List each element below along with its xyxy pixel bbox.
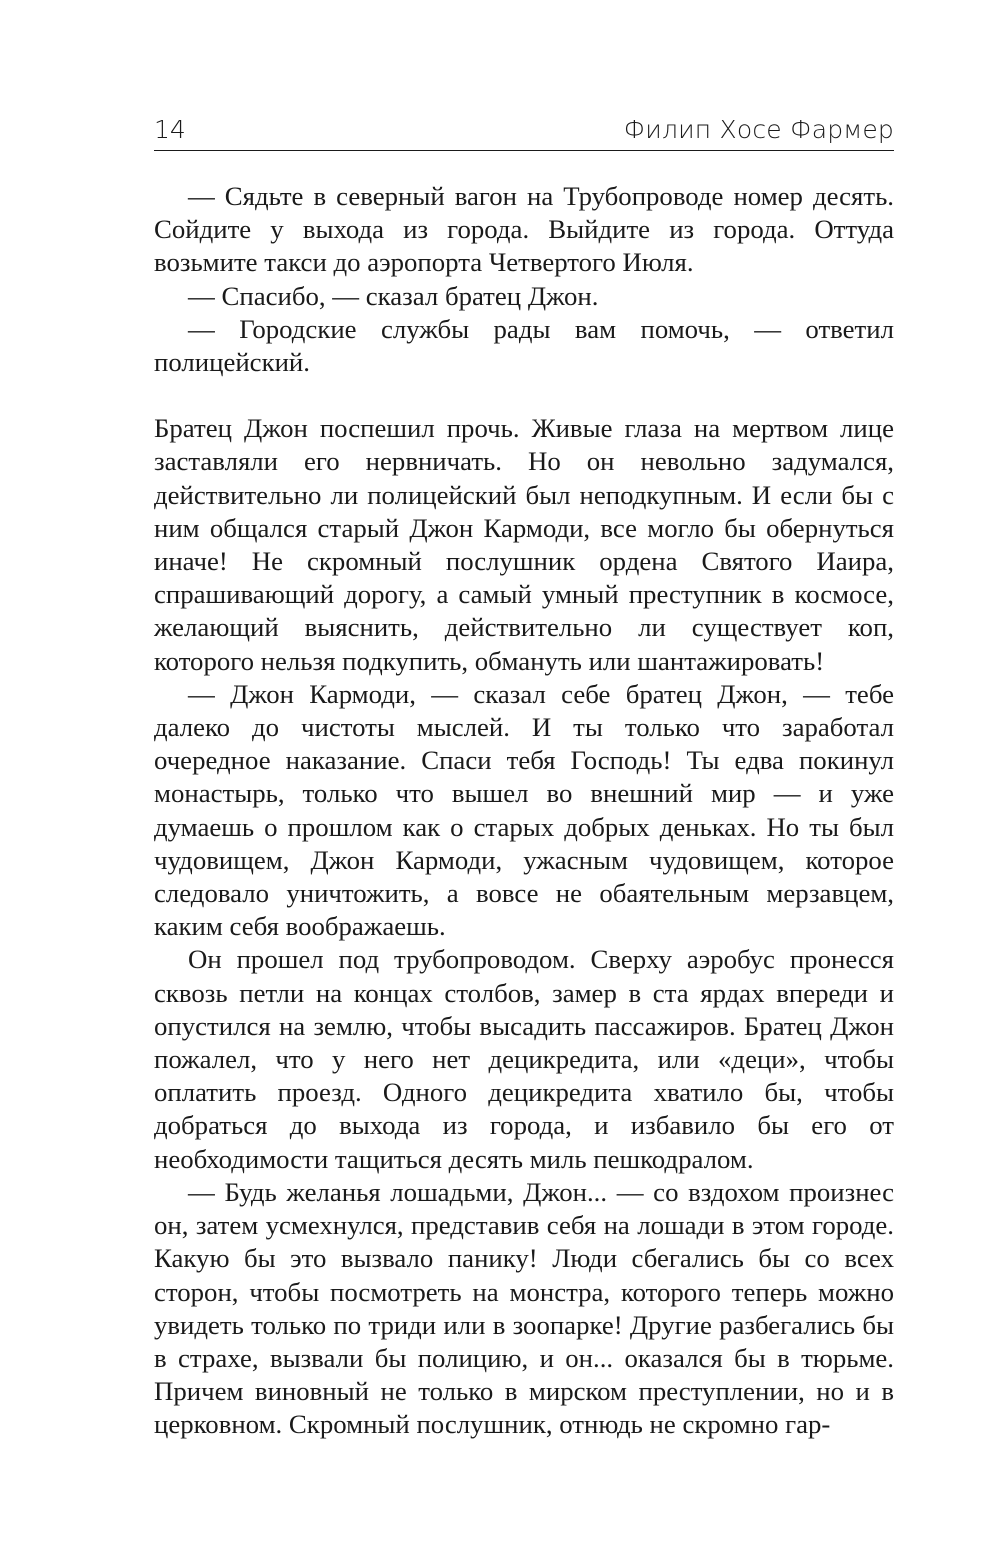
body-text xyxy=(154,180,894,1442)
paragraph: — Джон Кармоди, — сказал себе братец Джон, — тебе далеко до чистоты мыслей. И ты только что заработал очередное наказание. Спаси тебя Господь! Ты едва покинул монастырь, только что вышел во внешний мир — и уже думаешь о прошлом как о старых добрых деньках. Но ты был чудовищем, Джон Кармоди, ужасным чудовищем, которое следовало уничтожить, а вовсе не обаятельным мерзавцем, каким себя воображаешь. xyxy=(154,678,894,942)
paragraph: — Сядьте в северный вагон на Трубопроводе номер десять. Сойдите у выхода из города. Выйдите из города. Оттуда возьмите такси до аэропорта Четвертого Июля. xyxy=(154,181,894,278)
paragraph: — Будь желанья лошадьми, Джон... — со вздохом произнес он, затем усмехнулся, представив себя на лошади в этом городе. Какую бы это вызвало панику! Люди сбегались бы со всех сторон, чтобы посмотреть на монстра, которого теперь можно увидеть только по триди или в зоопарке! Другие разбегались бы в страхе, вызвали бы полицию, и он... оказался бы в тюрьме. Причем виновный не только в мирском преступлении, но и в церковном. Скромный послушник, отнюдь не скромно гар- xyxy=(154,1176,894,1440)
paragraph: Братец Джон поспешил прочь. Живые глаза на мертвом лице заставляли его нервничать. Но он невольно задумался, действительно ли полицейский был неподкупным. И если бы с ним общался старый Джон Кармоди, все могло бы обернуться иначе! Не скромный послушник ордена Святого Иаира, спрашивающий дорогу, а самый умный преступник в космосе, желающий выяснить, действительно ли существует коп, которого нельзя подкупить, обмануть или шантажировать! xyxy=(154,413,894,676)
running-header xyxy=(154,116,894,151)
paragraph: Он прошел под трубопроводом. Сверху аэробус пронесся сквозь петли на концах столбов, замер в ста ярдах впереди и опустился на землю, чтобы высадить пассажиров. Братец Джон пожалел, что у него нет децикредита, или «деци», чтобы оплатить проезд. Одного децикредита хватило бы, чтобы добраться до выхода из города, и избавило бы его от необходимости тащиться десять миль пешкодралом. xyxy=(154,944,894,1174)
running-title: Филип Хосе Фармер xyxy=(623,115,894,144)
paragraph: — Городские службы рады вам помочь, — ответил полицейский. xyxy=(154,313,894,378)
paragraph: — Спасибо, — сказал братец Джон. xyxy=(188,280,599,311)
page-number: 14 xyxy=(154,115,186,144)
